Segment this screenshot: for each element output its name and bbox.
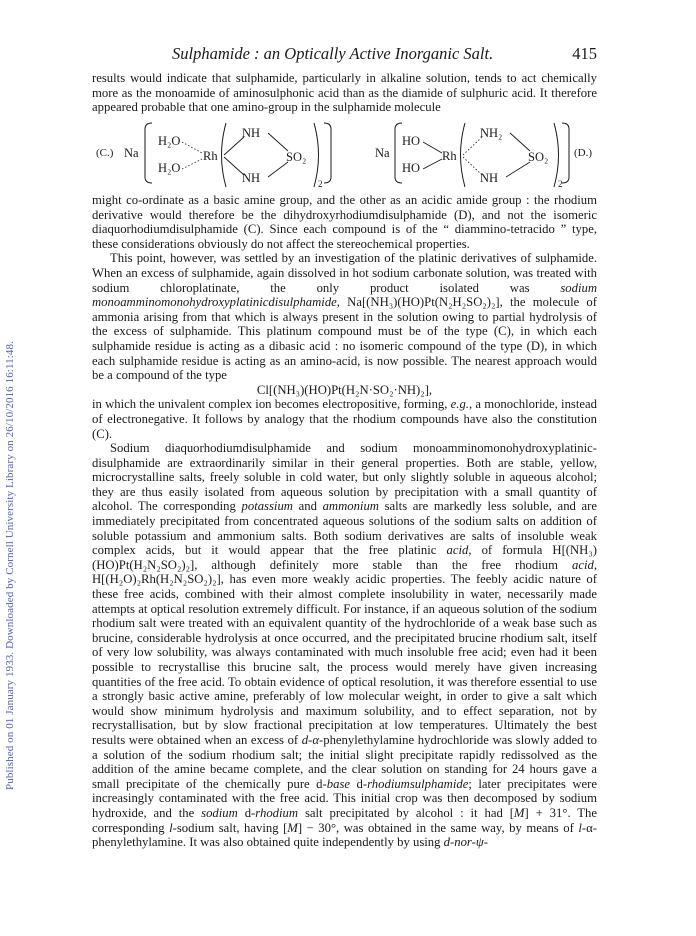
formula-d-so2: SO₂: [528, 150, 549, 164]
formula-c-paren-left: [222, 123, 227, 187]
p4-base: base: [326, 776, 351, 791]
p2-compound-name: sodium monoamminomonohydroxyplatinicdisulphamide: [92, 280, 597, 310]
formula-c-bond-3: [224, 137, 244, 175]
paragraph-3: [92, 397, 597, 441]
formula-d-ho-top: HO: [402, 134, 421, 148]
formula-c-bracket-left: [145, 123, 152, 183]
formula-c-h2o-bottom: H₂O: [158, 161, 181, 175]
p2-text-a: This point, however, was settled by an investigation of the platinic derivatives of sulphamide. When an excess of sulphamide, again dissolved in hot sodium carbonate solution, was treated with sodium chloroplatinate, the only product isolated was: [92, 251, 597, 295]
p4-s11: ] + 31°. The corresponding: [92, 805, 598, 835]
formula-d-paren-right: [554, 123, 559, 187]
formula-c-nh-bottom: NH: [242, 171, 261, 185]
p4-s1: Sodium diaquorhodiumdisulphamide and sodium monoamminomonohydroxyplatinic-disulphamide are extraordinarily similar in their general properties. Both are stable, yellow, microcrystalline salts, freely soluble in cold water, but only slightly soluble in aqueous alcohol; they are thus easily isolated from aqueous solution by precipitation with a small quantity of alcohol. The corresponding: [92, 441, 597, 514]
p4-dalpha: d-α-: [301, 732, 324, 747]
formula-d-rh: Rh: [442, 149, 457, 163]
formula-c-label: (C.): [96, 147, 114, 159]
formula-d-bond-5: [506, 162, 530, 177]
formula-d-label: (D.): [574, 147, 593, 159]
intro-text: results would indicate that sulphamide, particularly in alkaline solution, tends to act chemically more as the monoamide of aminosulphonic acid than as the diamide of sulphuric acid. It therefore appeared probable that one amino-group in the sulphamide molecule: [92, 71, 597, 115]
p4-ammonium: ammonium: [322, 499, 379, 514]
formula-c-bond-5: [268, 162, 288, 177]
formula-c-bracket-right: [324, 123, 331, 183]
formula-d-subscript: 2: [558, 179, 563, 189]
formula-d-bond-2: [423, 159, 442, 169]
formula-c-rh: Rh: [203, 149, 218, 163]
formula-c-na: Na: [124, 146, 139, 160]
formula-c-bond-4: [268, 133, 288, 151]
p4-l2: l: [578, 820, 582, 835]
formula-d-nh2: NH₂: [480, 126, 503, 140]
p4-s2: and: [292, 499, 323, 514]
p4-rhodium: rhodium: [255, 805, 299, 820]
formula-d-bond-3: [463, 137, 482, 175]
running-title: Sulphamide : an Optically Active Inorganic Salt.: [172, 44, 494, 63]
p4-s8: ; later precipitates were increasingly contaminated with the free acid. This initial crop was then decomposed by sodium hydroxide, and the: [92, 776, 597, 820]
p4-rhodsulph: rhodiumsulphamide: [367, 776, 469, 791]
formula-c-h2o-top: H₂O: [158, 134, 181, 148]
structural-formulae: [92, 115, 597, 190]
paragraph-4: [92, 441, 597, 850]
p4-m1: M: [513, 805, 525, 820]
formula-d-bracket-right: [562, 123, 569, 183]
formula-d-bond-4: [510, 133, 530, 151]
p3-text-c: , a monochloride, instead of electronegative. It follows by analogy that the rhodium compounds have also the constitution (C).: [92, 397, 597, 441]
p4-s4: , of formula H[(NH₃)(HO)Pt(H₂N₂SO₂)₂], although definitely more stable than the free rhodium: [92, 543, 597, 572]
p4-s7: d-: [350, 776, 368, 791]
formula-c-subscript: 2: [318, 179, 323, 189]
formulae-svg: [92, 115, 597, 190]
formula-d-bond-1: [423, 142, 442, 153]
p4-acid2: acid: [571, 557, 594, 572]
formula-c-bond-2: [182, 159, 202, 169]
formula-line: Cl[(NH₃)(HO)Pt(H₂N·SO₂·NH)₂],: [256, 382, 433, 397]
p4-s3: salts are markedly less soluble, and are immediately precipitated from concentrated aqueous solutions of the sodium salts on addition of soluble potassium and ammonium salts. Both sodium derivatives are salts of insoluble weak complex acids, but it would appear that the free platinic: [92, 499, 597, 558]
p4-s13: ] − 30°, was obtained in the same way, by means of: [297, 820, 579, 835]
p4-dnor: d-nor-ψ-: [443, 835, 488, 850]
formula-d-na: Na: [375, 146, 390, 160]
formula-d: [375, 123, 592, 189]
formula-c-so2: SO₂: [286, 150, 307, 164]
p4-m2: M: [287, 820, 298, 835]
p4-s6: phenylethylamine hydrochloride was slowly added to a solution of the sodium rhodium salt; the initial slight precipitate rapidly redissolved as the addition of the amine became complete, and the clear solution on standing for 24 hours gave a small precipitate of the chemically pure d-: [92, 732, 597, 791]
p4-potassium: potassium: [241, 499, 293, 514]
p3-eg: e.g.: [450, 397, 469, 412]
p4-s5: , H[(H₂O)₂Rh(H₂N₂SO₂)₂], has even more weakly acidic properties. The feebly acidic nature of these free acids, combined with their almost complete insolubility in water, necessarily made attempts at optical resolution extremely difficult. For instance, if an aqueous solution of the sodium rhodium salt were treated with an equivalent quantity of the hydrochloride of a weak base such as brucine, considerable hydrolysis at once occurred, and the precipitated brucine rhodium salt, itself of very low solubility, was always contaminated with much insoluble free acid; even had it been possible to recrystallise this brucine salt, the process would merely have given increasing quantities of the free acid. To obtain evidence of optical resolution, it was therefore essential to use a strongly basic active amine, preferably of low molecular weight, in order to give a salt which would show minimum hydrolysis and maximum solubility, and to effect separation, not by recrystallisation, but by slow fractional precipitation at low temperatures. Ultimately the best results were obtained when an excess of: [92, 557, 597, 747]
p2-text-c: , Na[(NH₃)(HO)Pt(N₂H₂SO₂)₂], the molecule of ammonia arising from that which is always present in the solution owing to partial hydrolysis of the excess of sulphamide. This platinum compound must be of the type (C), in which each sulphamide residue is acting as a dibasic acid : no isomeric compound of the type (D), in which each sulphamide residue is acting as an amino-acid, is now possible. The nearest approach would be a compound of the type: [92, 295, 597, 383]
intro-paragraph: [92, 71, 597, 115]
formula-d-paren-left: [461, 123, 466, 187]
formula-c-paren-right: [314, 123, 319, 187]
formula-c-nh-top: NH: [242, 126, 261, 140]
formula-c-bond-1: [182, 142, 202, 153]
p4-l1: l: [169, 820, 173, 835]
p4-s9: d-: [237, 805, 256, 820]
p4-s12: -sodium salt, having [: [172, 820, 288, 835]
formula-d-bracket-left: [395, 123, 402, 183]
p4-sodium: sodium: [201, 805, 238, 820]
main-body: [92, 193, 597, 850]
paragraph-1: might co-ordinate as a basic amine group, and the other as an acidic amide group : the rhodium derivative would therefore be the dihydroxyrhodiumdisulphamide (D), and not the isomeric diaquorhodiumdisulphamide (C). Since each compound is of the “ diammino-tetracido ” type, these considerations obviously do not affect the stereochemical properties.: [92, 193, 597, 251]
page-number: 415: [572, 44, 597, 63]
p4-s14: -α-phenylethylamine. It was also obtained quite independently by using: [92, 820, 597, 850]
p3-text-a: in which the univalent complex ion becomes electropositive, forming,: [92, 397, 451, 412]
formula-d-ho-bottom: HO: [402, 161, 421, 175]
download-notice: Published on 01 January 1933. Downloaded by Cornell University Library on 26/10/2016 16:11:48.: [4, 341, 16, 790]
formula-c: [96, 123, 331, 189]
page-header: [92, 44, 597, 66]
p4-s10: salt precipitated by alcohol : it had [: [298, 805, 514, 820]
paragraph-2: [92, 251, 597, 382]
p4-acid1: acid: [446, 543, 469, 558]
formula-d-nh: NH: [480, 171, 499, 185]
